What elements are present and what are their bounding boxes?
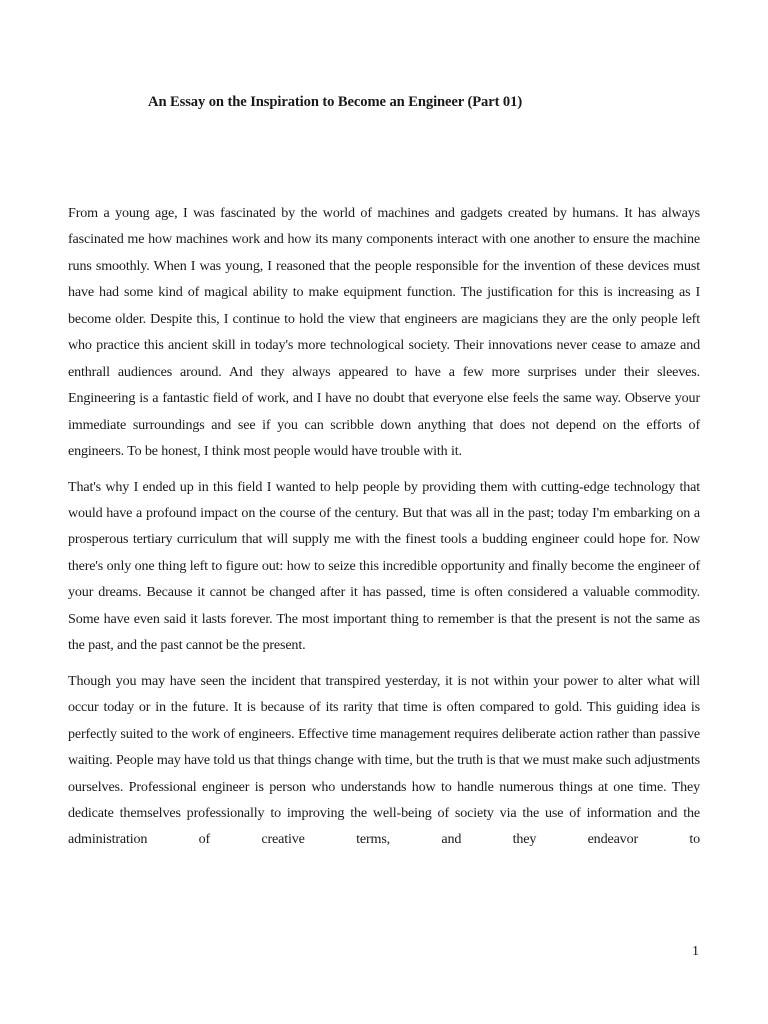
paragraph-2: That's why I ended up in this field I wanted to help people by providing them with cutting-edge technology that would have a profound impact on the course of the century. But that was all in the past; today I'm embarking on a prosperous tertiary curriculum that will supply me with the finest tools a budding engineer could hope for. Now there's only one thing left to figure out: how to seize this incredible opportunity and finally become the engineer of your dreams. Because it cannot be changed after it has passed, time is often considered a valuable commodity. Some have even said it lasts forever. The most important thing to remember is that the present is not the same as the past, and the past cannot be the present.	[68, 478, 700, 654]
paragraph-3: Though you may have seen the incident that transpired yesterday, it is not within your power to alter what will occur today or in the future. It is because of its rarity that time is often compared to gold. This guiding idea is perfectly suited to the work of engineers. Effective time management requires deliberate action rather than passive waiting. People may have told us that things change with time, but the truth is that we must make such adjustments ourselves. Professional engineer is person who understands how to handle numerous things at one time. They dedicate themselves professionally to improving the well-being of society via the use of information and the administration of creative terms, and they endeavor to	[68, 672, 700, 848]
essay-title: An Essay on the Inspiration to Become an Engineer (Part 01)	[148, 94, 523, 110]
essay-body	[68, 200, 700, 862]
paragraph-1: From a young age, I was fascinated by the world of machines and gadgets created by humans. It has always fascinated me how machines work and how its many components interact with one another to ensure the machine runs smoothly. When I was young, I reasoned that the people responsible for the invention of these devices must have had some kind of magical ability to make equipment function. The justification for this is increasing as I become older. Despite this, I continue to hold the view that engineers are magicians they are the only people left who practice this ancient skill in today's more technological society. Their innovations never cease to amaze and enthrall audiences around. And they always appeared to have a few more surprises under their sleeves. Engineering is a fantastic field of work, and I have no doubt that everyone else feels the same way. Observe your immediate surroundings and see if you can scribble down anything that does not depend on the efforts of engineers. To be honest, I think most people would have trouble with it.	[68, 205, 700, 460]
page-number: 1	[692, 944, 699, 959]
